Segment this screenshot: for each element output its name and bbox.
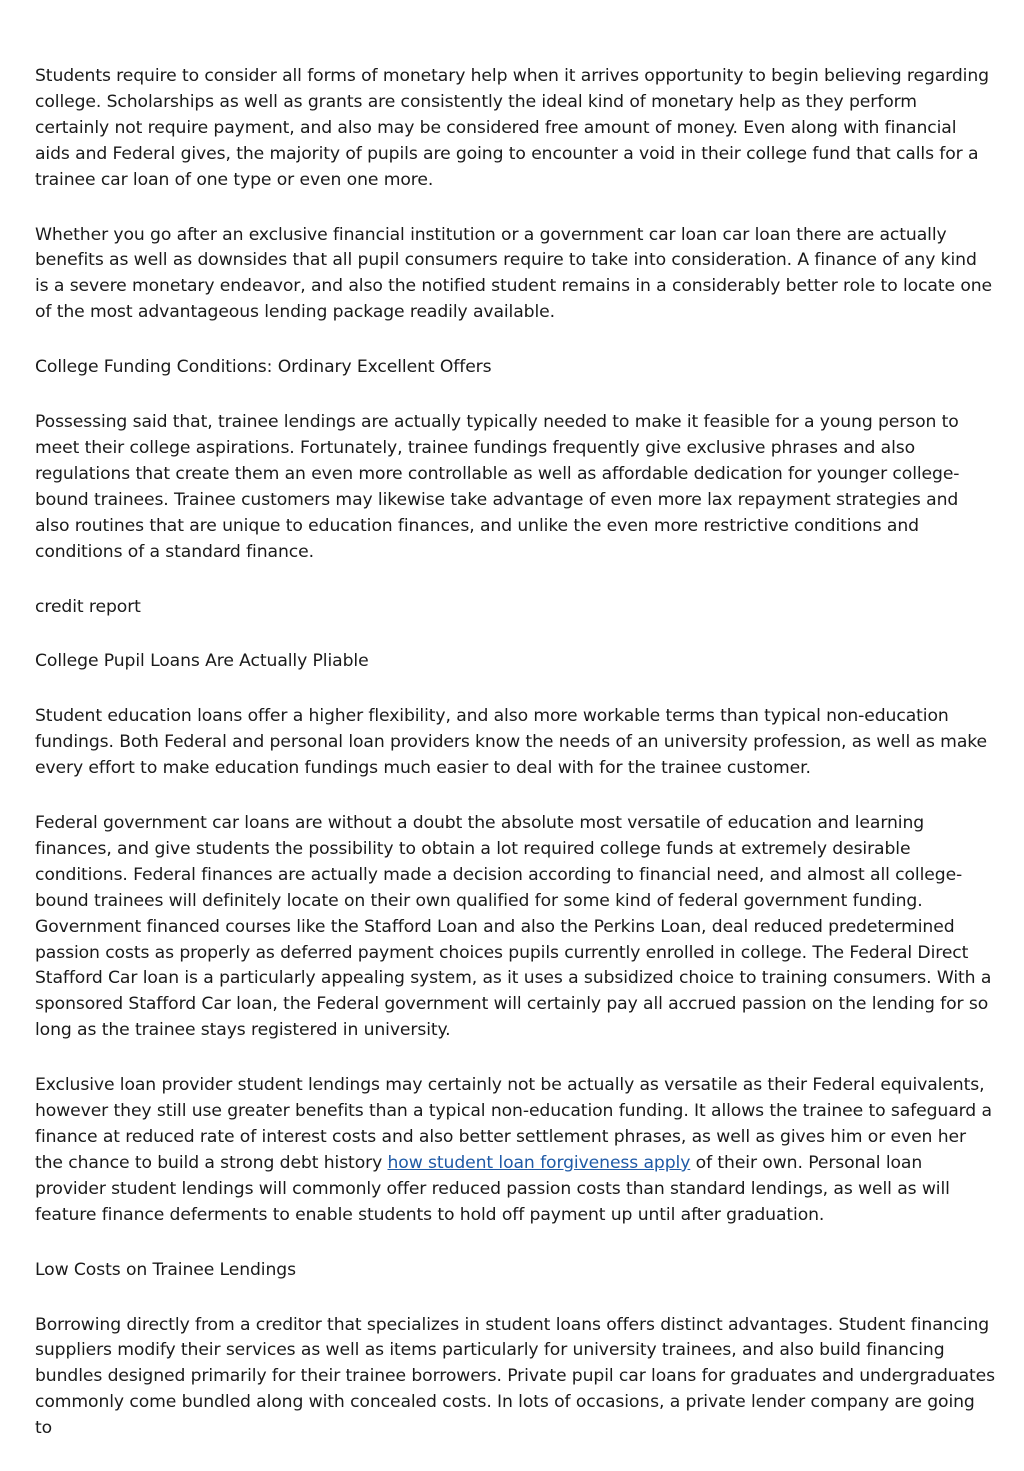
paragraph: Borrowing directly from a creditor that specializes in student loans offers distinct advantages. Student financing suppliers modify their services as well as items particularly for university trainees, and also build financing bundles designed primarily for their trainee borrowers. Private pupil car loans for graduates and undergraduates commonly come bundled along with concealed costs. In lots of occasions, a private lender company are going to: [35, 1314, 995, 1439]
section-heading: College Funding Conditions: Ordinary Excellent Offers: [35, 357, 492, 378]
section-heading: College Pupil Loans Are Actually Pliable: [35, 651, 369, 672]
paragraph-with-link: [35, 1073, 995, 1228]
forgiveness-link[interactable]: how student loan forgiveness apply: [387, 1152, 691, 1173]
section-heading: credit report: [35, 596, 141, 617]
paragraph-text-before-link: Exclusive loan provider student lendings may certainly not be actually as versatile as their Federal equivalents, however they still use greater benefits than a typical non-education funding. It allows the trainee to safeguard a finance at reduced rate of interest costs and also better settlement phrases, as well as gives him or even her the chance to build a strong debt history: [35, 1075, 992, 1173]
document-body: [35, 64, 995, 1471]
paragraph-text-after-link: of their own. Personal loan provider student lendings will commonly offer reduced passion costs than standard lendings, as well as will feature finance deferments to enable students to hold off payment up until after graduation.: [35, 1152, 950, 1225]
paragraph: Possessing said that, trainee lendings are actually typically needed to make it feasible for a young person to meet their college aspirations. Fortunately, trainee fundings frequently give exclusive phrases and also regulations that create them an even more controllable as well as affordable dedication for younger college-bound trainees. Trainee customers may likewise take advantage of even more lax repayment strategies and also routines that are unique to education finances, and unlike the even more restrictive conditions and conditions of a standard finance.: [35, 412, 960, 562]
section-heading: Low Costs on Trainee Lendings: [35, 1259, 296, 1280]
paragraph: Federal government car loans are without a doubt the absolute most versatile of education and learning finances, and give students the possibility to obtain a lot required college funds at extremely desirable conditions. Federal finances are actually made a decision according to financial need, and almost all college-bound trainees will definitely locate on their own qualified for some kind of federal government funding. Government financed courses like the Stafford Loan and also the Perkins Loan, deal reduced predetermined passion costs as properly as deferred payment choices pupils currently enrolled in college. The Federal Direct Stafford Car loan is a particularly appealing system, as it uses a subsidized choice to training consumers. With a sponsored Stafford Car loan, the Federal government will certainly pay all accrued passion on the lending for so long as the trainee stays registered in university.: [35, 813, 992, 1041]
paragraph: Student education loans offer a higher flexibility, and also more workable terms than typical non-education fundings. Both Federal and personal loan providers know the needs of an university profession, as well as make every effort to make education fundings much easier to deal with for the trainee customer.: [35, 706, 987, 779]
paragraph: Whether you go after an exclusive financial institution or a government car loan car loan there are actually benefits as well as downsides that all pupil consumers require to take into consideration. A finance of any kind is a severe monetary endeavor, and also the notified student remains in a considerably better role to locate one of the most advantageous lending package readily available.: [35, 224, 993, 323]
paragraph: Students require to consider all forms of monetary help when it arrives opportunity to begin believing regarding college. Scholarships as well as grants are consistently the ideal kind of monetary help as they perform certainly not require payment, and also may be considered free amount of money. Even along with financial aids and Federal gives, the majority of pupils are going to encounter a void in their college fund that calls for a trainee car loan of one type or even one more.: [35, 66, 989, 190]
